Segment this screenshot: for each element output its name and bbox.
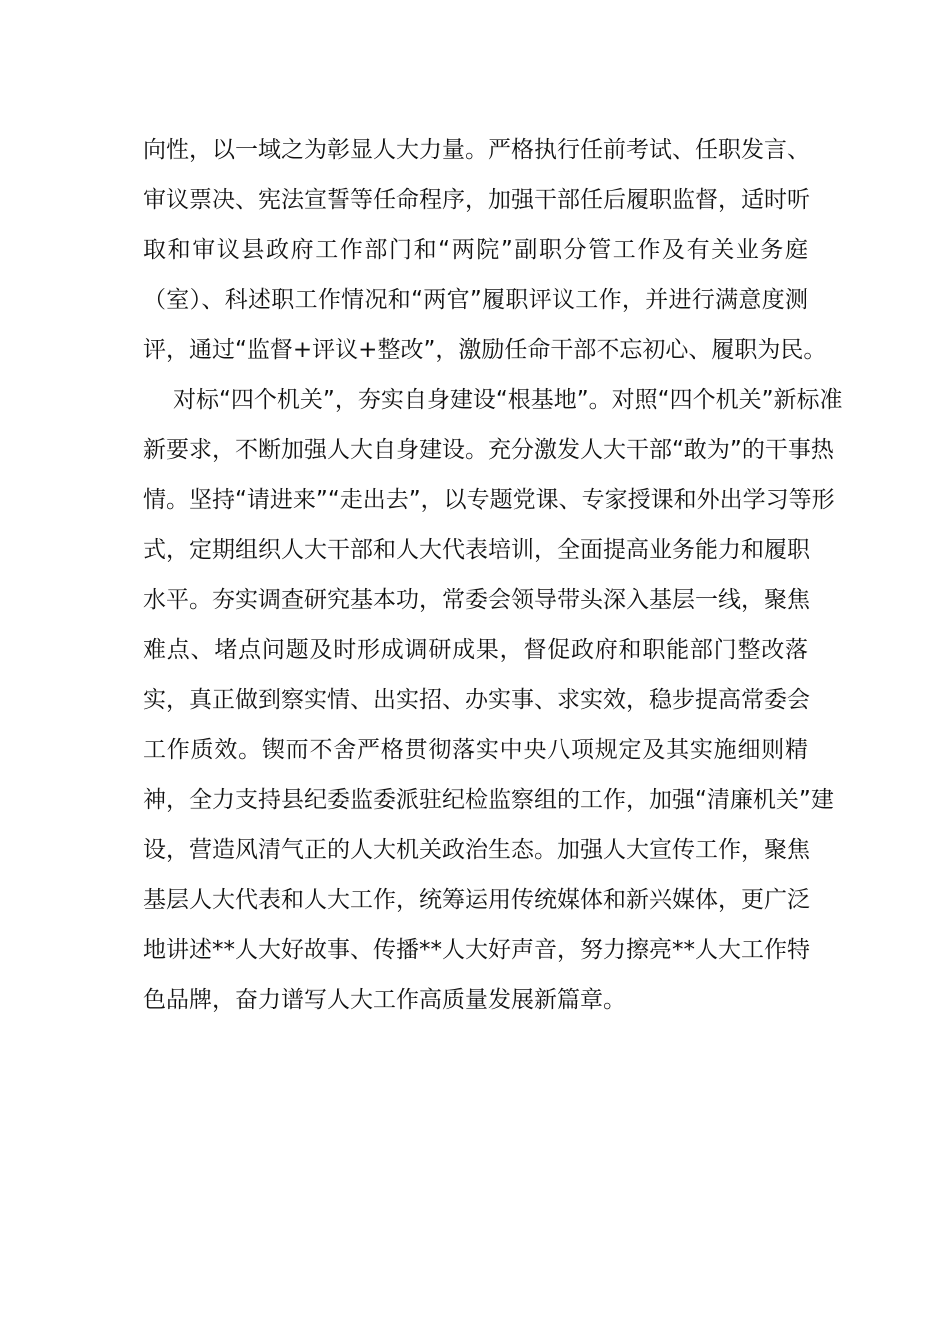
- text-line: （室）、科述职工作情况和“两官”履职评议工作，并进行满意度测: [143, 287, 808, 313]
- paragraph-2: [143, 375, 843, 1025]
- text-line: 向性，以一域之为彰显人大力量。严格执行任前考试、任职发言、: [143, 137, 810, 163]
- text-line: 式，定期组织人大干部和人大代表培训，全面提高业务能力和履职: [143, 537, 810, 563]
- text-line: 设，营造风清气正的人大机关政治生态。加强人大宣传工作，聚焦: [143, 837, 810, 863]
- text-line: 情。坚持“请进来”“走出去”，以专题党课、专家授课和外出学习等形: [143, 487, 835, 513]
- text-line: 色品牌，奋力谱写人大工作高质量发展新篇章。: [143, 987, 626, 1013]
- text-line: 地讲述**人大好故事、传播**人大好声音，努力擦亮**人大工作特: [143, 937, 810, 963]
- text-line: 神，全力支持县纪委监委派驻纪检监察组的工作，加强“清廉机关”建: [143, 787, 834, 813]
- text-line: 取和审议县政府工作部门和“两院”副职分管工作及有关业务庭: [143, 237, 808, 263]
- text-line: 评，通过“监督+评议+整改”，激励任命干部不忘初心、履职为民。: [143, 337, 827, 363]
- text-line: 难点、堵点问题及时形成调研成果，督促政府和职能部门整改落: [143, 637, 808, 663]
- body-text: [143, 125, 843, 1025]
- text-line: 审议票决、宪法宣誓等任命程序，加强干部任后履职监督，适时听: [143, 187, 810, 213]
- text-line: 对标“四个机关”，夯实自身建设“根基地”。对照“四个机关”新标准: [173, 387, 843, 413]
- text-line: 实，真正做到察实情、出实招、办实事、求实效，稳步提高常委会: [143, 687, 810, 713]
- text-line: 新要求，不断加强人大自身建设。充分激发人大干部“敢为”的干事热: [143, 437, 834, 463]
- text-line: 水平。夯实调查研究基本功，常委会领导带头深入基层一线，聚焦: [143, 587, 810, 613]
- paragraph-1: [143, 125, 827, 375]
- text-line: 基层人大代表和人大工作，统筹运用传统媒体和新兴媒体，更广泛: [143, 887, 810, 913]
- text-line: 工作质效。锲而不舍严格贯彻落实中央八项规定及其实施细则精: [143, 737, 808, 763]
